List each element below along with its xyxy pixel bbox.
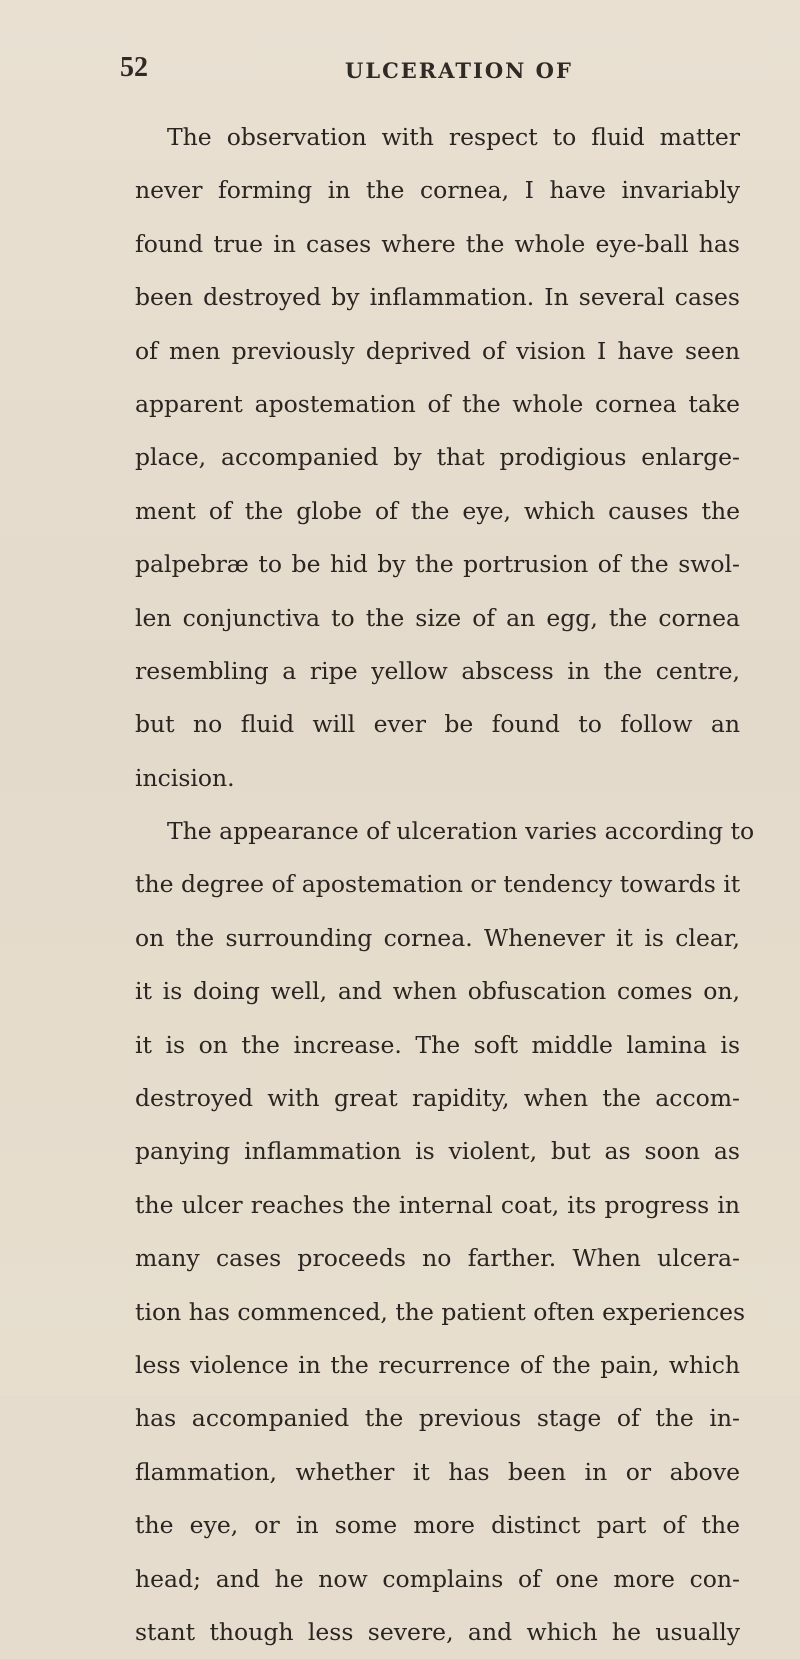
text-line: The observation with respect to fluid matter (167, 123, 740, 151)
text-line: place, accompanied by that prodigious enlarge- (135, 443, 740, 472)
text-line: many cases proceeds no farther. When ulcera- (135, 1244, 740, 1273)
text-line: never forming in the cornea, I have invariably (135, 176, 740, 205)
text-line: incision. (135, 763, 235, 792)
text-line: the eye, or in some more distinct part of the (135, 1511, 740, 1540)
text-line: has accompanied the previous stage of the in- (135, 1404, 740, 1433)
text-line: been destroyed by inflammation. In several cases (135, 283, 740, 312)
text-line: ment of the globe of the eye, which causes the (135, 496, 740, 525)
text-line: the ulcer reaches the internal coat, its progress in (135, 1190, 740, 1219)
text-line: head; and he now complains of one more con- (135, 1564, 740, 1593)
text-line: tion has commenced, the patient often experiences (135, 1297, 746, 1326)
text-line: less violence in the recurrence of the pain, which (135, 1350, 740, 1379)
page-number: 52 (120, 52, 148, 83)
text-line: destroyed with great rapidity, when the accom- (135, 1084, 740, 1113)
text-line: the degree of apostemation or tendency towards it (135, 870, 741, 899)
text-line: of men previously deprived of vision I have seen (135, 336, 740, 365)
text-line: on the surrounding cornea. Whenever it is clear, (135, 923, 740, 952)
text-line: panying inflammation is violent, but as soon as (135, 1137, 740, 1166)
body-text (135, 111, 755, 1659)
paragraph-1 (135, 111, 740, 805)
text-line: len conjunctiva to the size of an egg, the cornea (135, 603, 740, 632)
text-line: resembling a ripe yellow abscess in the centre, (135, 656, 740, 685)
text-line: it is doing well, and when obfuscation comes on, (135, 977, 740, 1006)
text-line: stant though less severe, and which he usually (135, 1617, 740, 1646)
text-line: but no fluid will ever be found to follow an (135, 710, 740, 739)
text-line: palpebræ to be hid by the portrusion of the swol- (135, 550, 740, 579)
text-line: flammation, whether it has been in or above (135, 1457, 740, 1486)
text-line: The appearance of ulceration varies according to (167, 817, 755, 846)
page-header (120, 52, 740, 92)
running-head: ULCERATION OF (345, 58, 573, 83)
paragraph-2 (135, 805, 755, 1659)
text-line: apparent apostemation of the whole cornea take (135, 389, 740, 418)
text-line: it is on the increase. The soft middle lamina is (135, 1030, 740, 1059)
text-line: found true in cases where the whole eye-ball has (135, 229, 740, 258)
